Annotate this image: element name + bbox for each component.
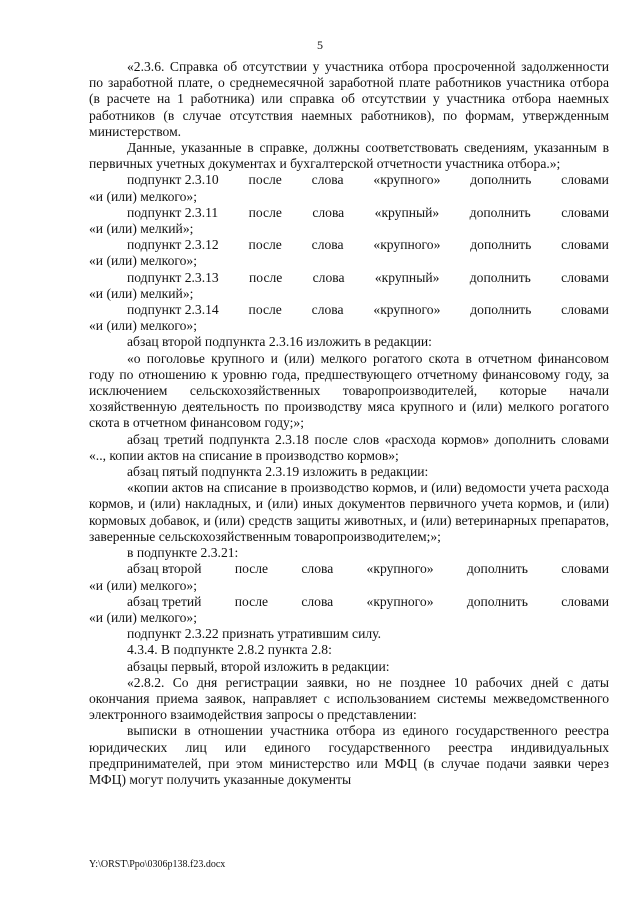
- page-number: 5: [317, 38, 323, 52]
- word: подпункт 2.3.13: [127, 269, 219, 285]
- word: дополнить: [470, 172, 532, 188]
- word: после: [248, 204, 282, 220]
- continuation-line: «и (или) мелкого»;: [89, 188, 197, 204]
- word: «крупного»: [366, 593, 434, 609]
- word: «крупного»: [366, 561, 434, 577]
- word: после: [234, 593, 269, 609]
- document-body: [89, 59, 609, 788]
- paragraph: абзац пятый подпункта 2.3.19 изложить в редакции:: [127, 464, 429, 480]
- paragraph: в подпункте 2.3.21:: [127, 545, 239, 561]
- paragraph: подпункт 2.3.22 признать утратившим силу.: [127, 626, 381, 642]
- word: слова: [311, 237, 344, 253]
- word: подпункт 2.3.12: [127, 237, 219, 253]
- word: «крупного»: [373, 172, 441, 188]
- word: после: [248, 172, 282, 188]
- subpoint-amendment: [89, 270, 609, 302]
- word: абзац второй: [127, 561, 202, 577]
- word: словами: [561, 237, 609, 253]
- word: словами: [561, 172, 609, 188]
- paragraph: «о поголовье крупного и (или) мелкого рогатого скота в отчетном финансовом году по отношению к уровню года, предшествующего отчетному финансовому году, за исключением сельскохозяйственных товаропроизводителей, которые начали хозяйственную деятельность по производству мяса крупного и (или) мелкого рогатого скота в отчетном финансовом году;»;: [89, 350, 609, 431]
- word: подпункт 2.3.10: [127, 172, 219, 188]
- subpoint-amendment: [89, 205, 609, 237]
- continuation-line: «и (или) мелкого»;: [89, 609, 197, 625]
- continuation-line: «и (или) мелкий»;: [89, 221, 194, 237]
- word: дополнить: [466, 593, 528, 609]
- word: после: [248, 302, 282, 318]
- paragraph: 4.3.4. В подпункте 2.8.2 пункта 2.8:: [127, 642, 332, 658]
- word: слова: [312, 204, 345, 220]
- continuation-line: «и (или) мелкого»;: [89, 318, 197, 334]
- subpoint-amendment: [89, 172, 609, 204]
- abzac-amendment: [89, 594, 609, 626]
- paragraph: «2.8.2. Со дня регистрации заявки, но не позднее 10 рабочих дней с даты окончания приема заявок, направляет с использованием системы межведомственного электронного взаимодействия запросы о представлении:: [89, 674, 609, 723]
- word: дополнить: [469, 204, 531, 220]
- word: подпункт 2.3.14: [127, 302, 219, 318]
- abzac-amendment: [89, 561, 609, 593]
- word: «крупный»: [374, 269, 440, 285]
- subpoint-amendment: [89, 302, 609, 334]
- word: дополнить: [469, 269, 531, 285]
- word: после: [249, 269, 283, 285]
- word: слова: [311, 172, 344, 188]
- word: дополнить: [470, 302, 532, 318]
- continuation-line: «и (или) мелкого»;: [89, 253, 197, 269]
- word: «крупного»: [373, 237, 441, 253]
- paragraph: «копии актов на списание в производство кормов, и (или) ведомости учета расхода кормов, и (или) накладных, и (или) иных документов первичного учета кормов, и (или) кормовых добавок, и (или) средств защиты животных, и (или) ветеринарных препаратов, заверенные сельскохозяйственным товаропроизводителем;»;: [89, 480, 609, 544]
- continuation-line: «и (или) мелкий»;: [89, 285, 194, 301]
- word: слова: [311, 302, 344, 318]
- paragraph: абзац второй подпункта 2.3.16 изложить в редакции:: [127, 334, 432, 350]
- subpoint-amendment: [89, 237, 609, 269]
- word: после: [248, 237, 282, 253]
- paragraph: «2.3.6. Справка об отсутствии у участника отбора просроченной задолженности по заработной плате, о среднемесячной заработной плате работников участника отбора (в расчете на 1 работника) или справка об отсутствии у участника отбора наемных работников (в случае отсутствия наемных работников), по формам, утвержденным министерством.: [89, 59, 609, 139]
- word: слова: [312, 269, 345, 285]
- word: слова: [301, 561, 334, 577]
- word: «крупный»: [374, 204, 440, 220]
- file-path-footer: Y:\ORST\Ppo\0306p138.f23.docx: [89, 859, 226, 870]
- continuation-line: «и (или) мелкого»;: [89, 577, 197, 593]
- word: «крупного»: [373, 302, 441, 318]
- paragraph: абзацы первый, второй изложить в редакции:: [127, 658, 390, 674]
- word: словами: [561, 561, 609, 577]
- word: словами: [561, 593, 609, 609]
- word: подпункт 2.3.11: [127, 204, 219, 220]
- word: слова: [301, 593, 334, 609]
- paragraph: абзац третий подпункта 2.3.18 после слов «расхода кормов» дополнить словами «.., копии актов на списание в производство кормов»;: [89, 431, 609, 463]
- word: после: [234, 561, 269, 577]
- word: словами: [561, 204, 609, 220]
- paragraph: Данные, указанные в справке, должны соответствовать сведениям, указанным в первичных учетных документах и бухгалтерской отчетности участника отбора.»;: [89, 140, 609, 172]
- word: словами: [561, 269, 609, 285]
- word: дополнить: [470, 237, 532, 253]
- word: словами: [561, 302, 609, 318]
- word: абзац третий: [127, 593, 202, 609]
- paragraph: выписки в отношении участника отбора из единого государственного реестра юридических лиц или единого государственного реестра индивидуальных предпринимателей, при этом министерство или МФЦ (в случае подачи заявки через МФЦ) могут получить указанные документы: [89, 723, 609, 787]
- word: дополнить: [466, 561, 528, 577]
